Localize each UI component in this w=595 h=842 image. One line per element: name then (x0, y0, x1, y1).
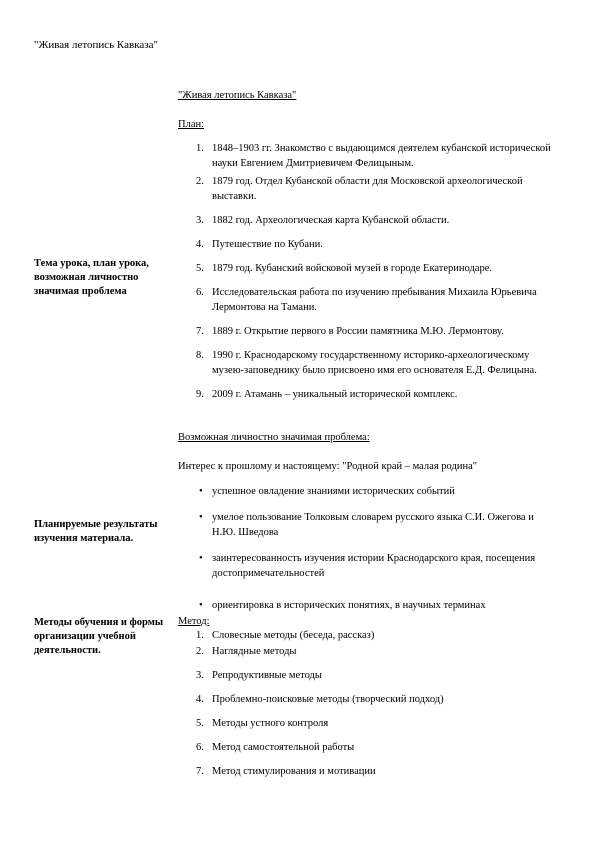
method-item (178, 644, 558, 659)
method-item-text: Методы устного контроля (212, 718, 329, 729)
plan-item-text: Путешествие по Кубани. (212, 239, 323, 250)
plan-item-number: 4. (196, 239, 204, 250)
result-item (178, 484, 558, 499)
result-item (178, 510, 558, 540)
plan-item (178, 285, 558, 315)
method-item-number: 1. (196, 630, 204, 641)
plan-item-number: 3. (196, 215, 204, 226)
theme-label: Тема урока, план урока, возможная личностно значимая проблема (34, 258, 149, 297)
methods-label: Методы обучения и формы организации учебной деятельности. (34, 617, 164, 656)
plan-item (178, 174, 558, 204)
bullet-icon: • (199, 512, 203, 523)
plan-item (178, 261, 558, 276)
plan-item (178, 141, 558, 171)
plan-item-number: 5. (196, 263, 204, 274)
document-title: "Живая летопись Кавказа" (178, 90, 297, 101)
result-item-text: заинтересованность изучения истории Краснодарского края, посещения достопримечательностей (212, 553, 536, 579)
result-item-text: ориентировка в исторических понятиях, в научных терминах (212, 600, 486, 611)
plan-item (178, 237, 558, 252)
result-item (178, 598, 558, 613)
plan-item-text: Исследовательская работа по изучению пребывания Михаила Юрьевича Лермонтова на Тамани. (212, 287, 537, 313)
method-item-text: Наглядные методы (212, 646, 297, 657)
method-item-number: 3. (196, 670, 204, 681)
method-item-number: 5. (196, 718, 204, 729)
method-item (178, 668, 558, 683)
method-item (178, 692, 558, 707)
plan-item-number: 7. (196, 326, 204, 337)
plan-item (178, 213, 558, 228)
plan-item-number: 9. (196, 389, 204, 400)
plan-item-text: 1879 год. Кубанский войсковой музей в городе Екатеринодаре. (212, 263, 493, 274)
result-item-text: успешное овладение знаниями исторических событий (212, 486, 455, 497)
method-item (178, 628, 558, 643)
plan-item-number: 8. (196, 350, 204, 361)
results-list (178, 484, 558, 624)
method-item-number: 4. (196, 694, 204, 705)
plan-item-text: 1879 год. Отдел Кубанской области для Московской археологической выставки. (212, 176, 523, 202)
plan-item-number: 2. (196, 176, 204, 187)
result-item (178, 551, 558, 581)
problem-heading: Возможная личностно значимая проблема: (178, 432, 370, 443)
plan-item-text: 1990 г. Краснодарскому государственному историко-археологическому музею-заповеднику было присвоено имя его основателя Е.Д. Фелицына. (212, 350, 537, 376)
method-item-number: 7. (196, 766, 204, 777)
method-item-text: Словесные методы (беседа, рассказ) (212, 630, 375, 641)
page-header: "Живая летопись Кавказа" (34, 39, 158, 51)
method-item (178, 716, 558, 731)
results-label: Планируемые результаты изучения материала. (34, 519, 158, 544)
method-item-number: 2. (196, 646, 204, 657)
plan-item (178, 324, 558, 339)
result-item-text: умелое пользование Толковым словарем русского языка С.И. Ожегова и Н.Ю. Шведова (212, 512, 534, 538)
plan-item-text: 1882 год. Археологическая карта Кубанской области. (212, 215, 450, 226)
plan-item (178, 387, 558, 402)
plan-item (178, 348, 558, 378)
plan-item-number: 6. (196, 287, 204, 298)
plan-heading: План: (178, 119, 205, 130)
plan-item-text: 1889 г. Открытие первого в России памятника М.Ю. Лермонтову. (212, 326, 504, 337)
method-item-text: Репродуктивные методы (212, 670, 322, 681)
method-item-text: Метод стимулирования и мотивации (212, 766, 376, 777)
plan-item-text: 2009 г. Атамань – уникальный исторической комплекс. (212, 389, 458, 400)
interest-line: Интерес к прошлому и настоящему: "Родной край – малая родина" (178, 461, 478, 472)
method-list (178, 628, 558, 788)
plan-item-text: 1848–1903 гг. Знакомство с выдающимся деятелем кубанской исторической науки Евгением Дмитриевичем Фелицыным. (212, 143, 551, 169)
method-item (178, 764, 558, 779)
bullet-icon: • (199, 553, 203, 564)
method-item-number: 6. (196, 742, 204, 753)
bullet-icon: • (199, 600, 203, 611)
plan-item-number: 1. (196, 143, 204, 154)
method-heading: Метод: (178, 616, 210, 627)
bullet-icon: • (199, 486, 203, 497)
method-item (178, 740, 558, 755)
method-item-text: Проблемно-поисковые методы (творческий подход) (212, 694, 444, 705)
plan-list (178, 141, 558, 411)
method-item-text: Метод самостоятельной работы (212, 742, 355, 753)
